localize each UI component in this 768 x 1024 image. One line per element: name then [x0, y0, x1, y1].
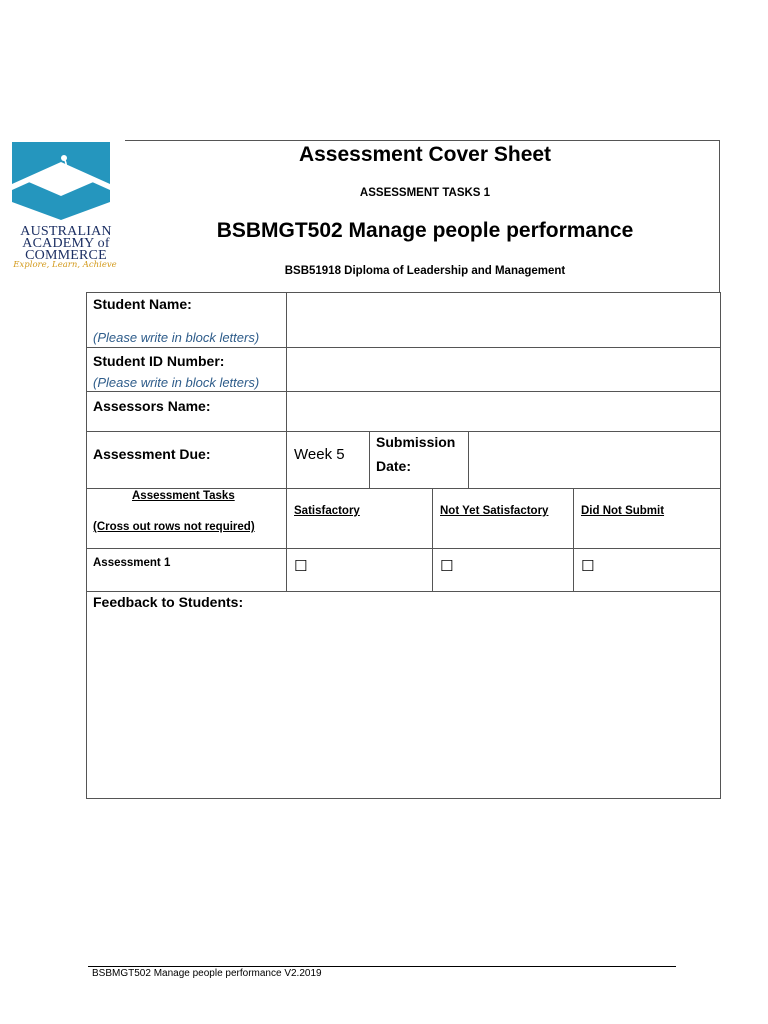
student-id-hint: (Please write in block letters): [93, 375, 260, 390]
not-yet-satisfactory-checkbox[interactable]: ☐: [440, 558, 454, 575]
col-divider: [369, 431, 370, 488]
did-not-submit-header: Did Not Submit: [581, 505, 665, 517]
assessment-due-value: Week 5: [294, 446, 345, 463]
student-name-field[interactable]: [288, 294, 719, 346]
logo-tagline: Explore, Learn, Achieve: [13, 260, 117, 270]
satisfactory-header: Satisfactory: [294, 505, 360, 517]
academy-logo: [4, 140, 126, 275]
logo-line-1: AUSTRALIAN: [20, 224, 112, 239]
col-divider: [573, 488, 574, 591]
row-divider: [86, 292, 721, 293]
row-divider: [86, 347, 721, 348]
row-divider: [86, 431, 721, 432]
student-id-field[interactable]: [288, 349, 719, 390]
logo-text: [10, 226, 122, 262]
logo-line-2: ACADEMY of: [22, 236, 110, 251]
table-border-left: [86, 292, 87, 799]
submission-date-label-1: Submission: [376, 434, 456, 450]
not-yet-satisfactory-header: Not Yet Satisfactory: [440, 505, 549, 517]
graduation-cap-icon: [4, 140, 126, 226]
assessors-name-label: Assessors Name:: [93, 398, 211, 414]
assessors-name-field[interactable]: [288, 393, 719, 430]
page-footer: BSBMGT502 Manage people performance V2.2019: [92, 968, 322, 979]
student-name-hint: (Please write in block letters): [93, 330, 260, 345]
submission-date-field[interactable]: [470, 433, 719, 487]
col-divider: [286, 292, 287, 591]
did-not-submit-checkbox[interactable]: ☐: [581, 558, 595, 575]
unit-title: BSBMGT502 Manage people performance: [216, 219, 634, 242]
feedback-field[interactable]: [88, 615, 718, 795]
row-divider: [86, 488, 721, 489]
row-divider: [86, 591, 721, 592]
feedback-label: Feedback to Students:: [93, 594, 244, 610]
row-divider: [86, 548, 721, 549]
assessment-1-label: Assessment 1: [93, 557, 171, 569]
cross-out-note: (Cross out rows not required): [93, 521, 255, 533]
student-name-label: Student Name:: [93, 296, 192, 312]
page-title: Assessment Cover Sheet: [298, 143, 552, 166]
logo-line-3: COMMERCE: [25, 248, 107, 263]
table-border-right: [720, 292, 721, 799]
footer-rule: [88, 966, 676, 967]
satisfactory-checkbox[interactable]: ☐: [294, 558, 308, 575]
submission-date-label-2: Date:: [376, 458, 412, 474]
assessment-tasks-heading: ASSESSMENT TASKS 1: [359, 187, 491, 199]
assessment-due-label: Assessment Due:: [93, 446, 211, 462]
col-divider: [432, 488, 433, 591]
table-border-bottom: [86, 798, 721, 799]
assessment-tasks-header: Assessment Tasks: [132, 490, 235, 502]
student-id-label: Student ID Number:: [93, 353, 225, 369]
col-divider: [468, 431, 469, 488]
row-divider: [86, 391, 721, 392]
qualification-title: BSB51918 Diploma of Leadership and Management: [284, 265, 566, 277]
